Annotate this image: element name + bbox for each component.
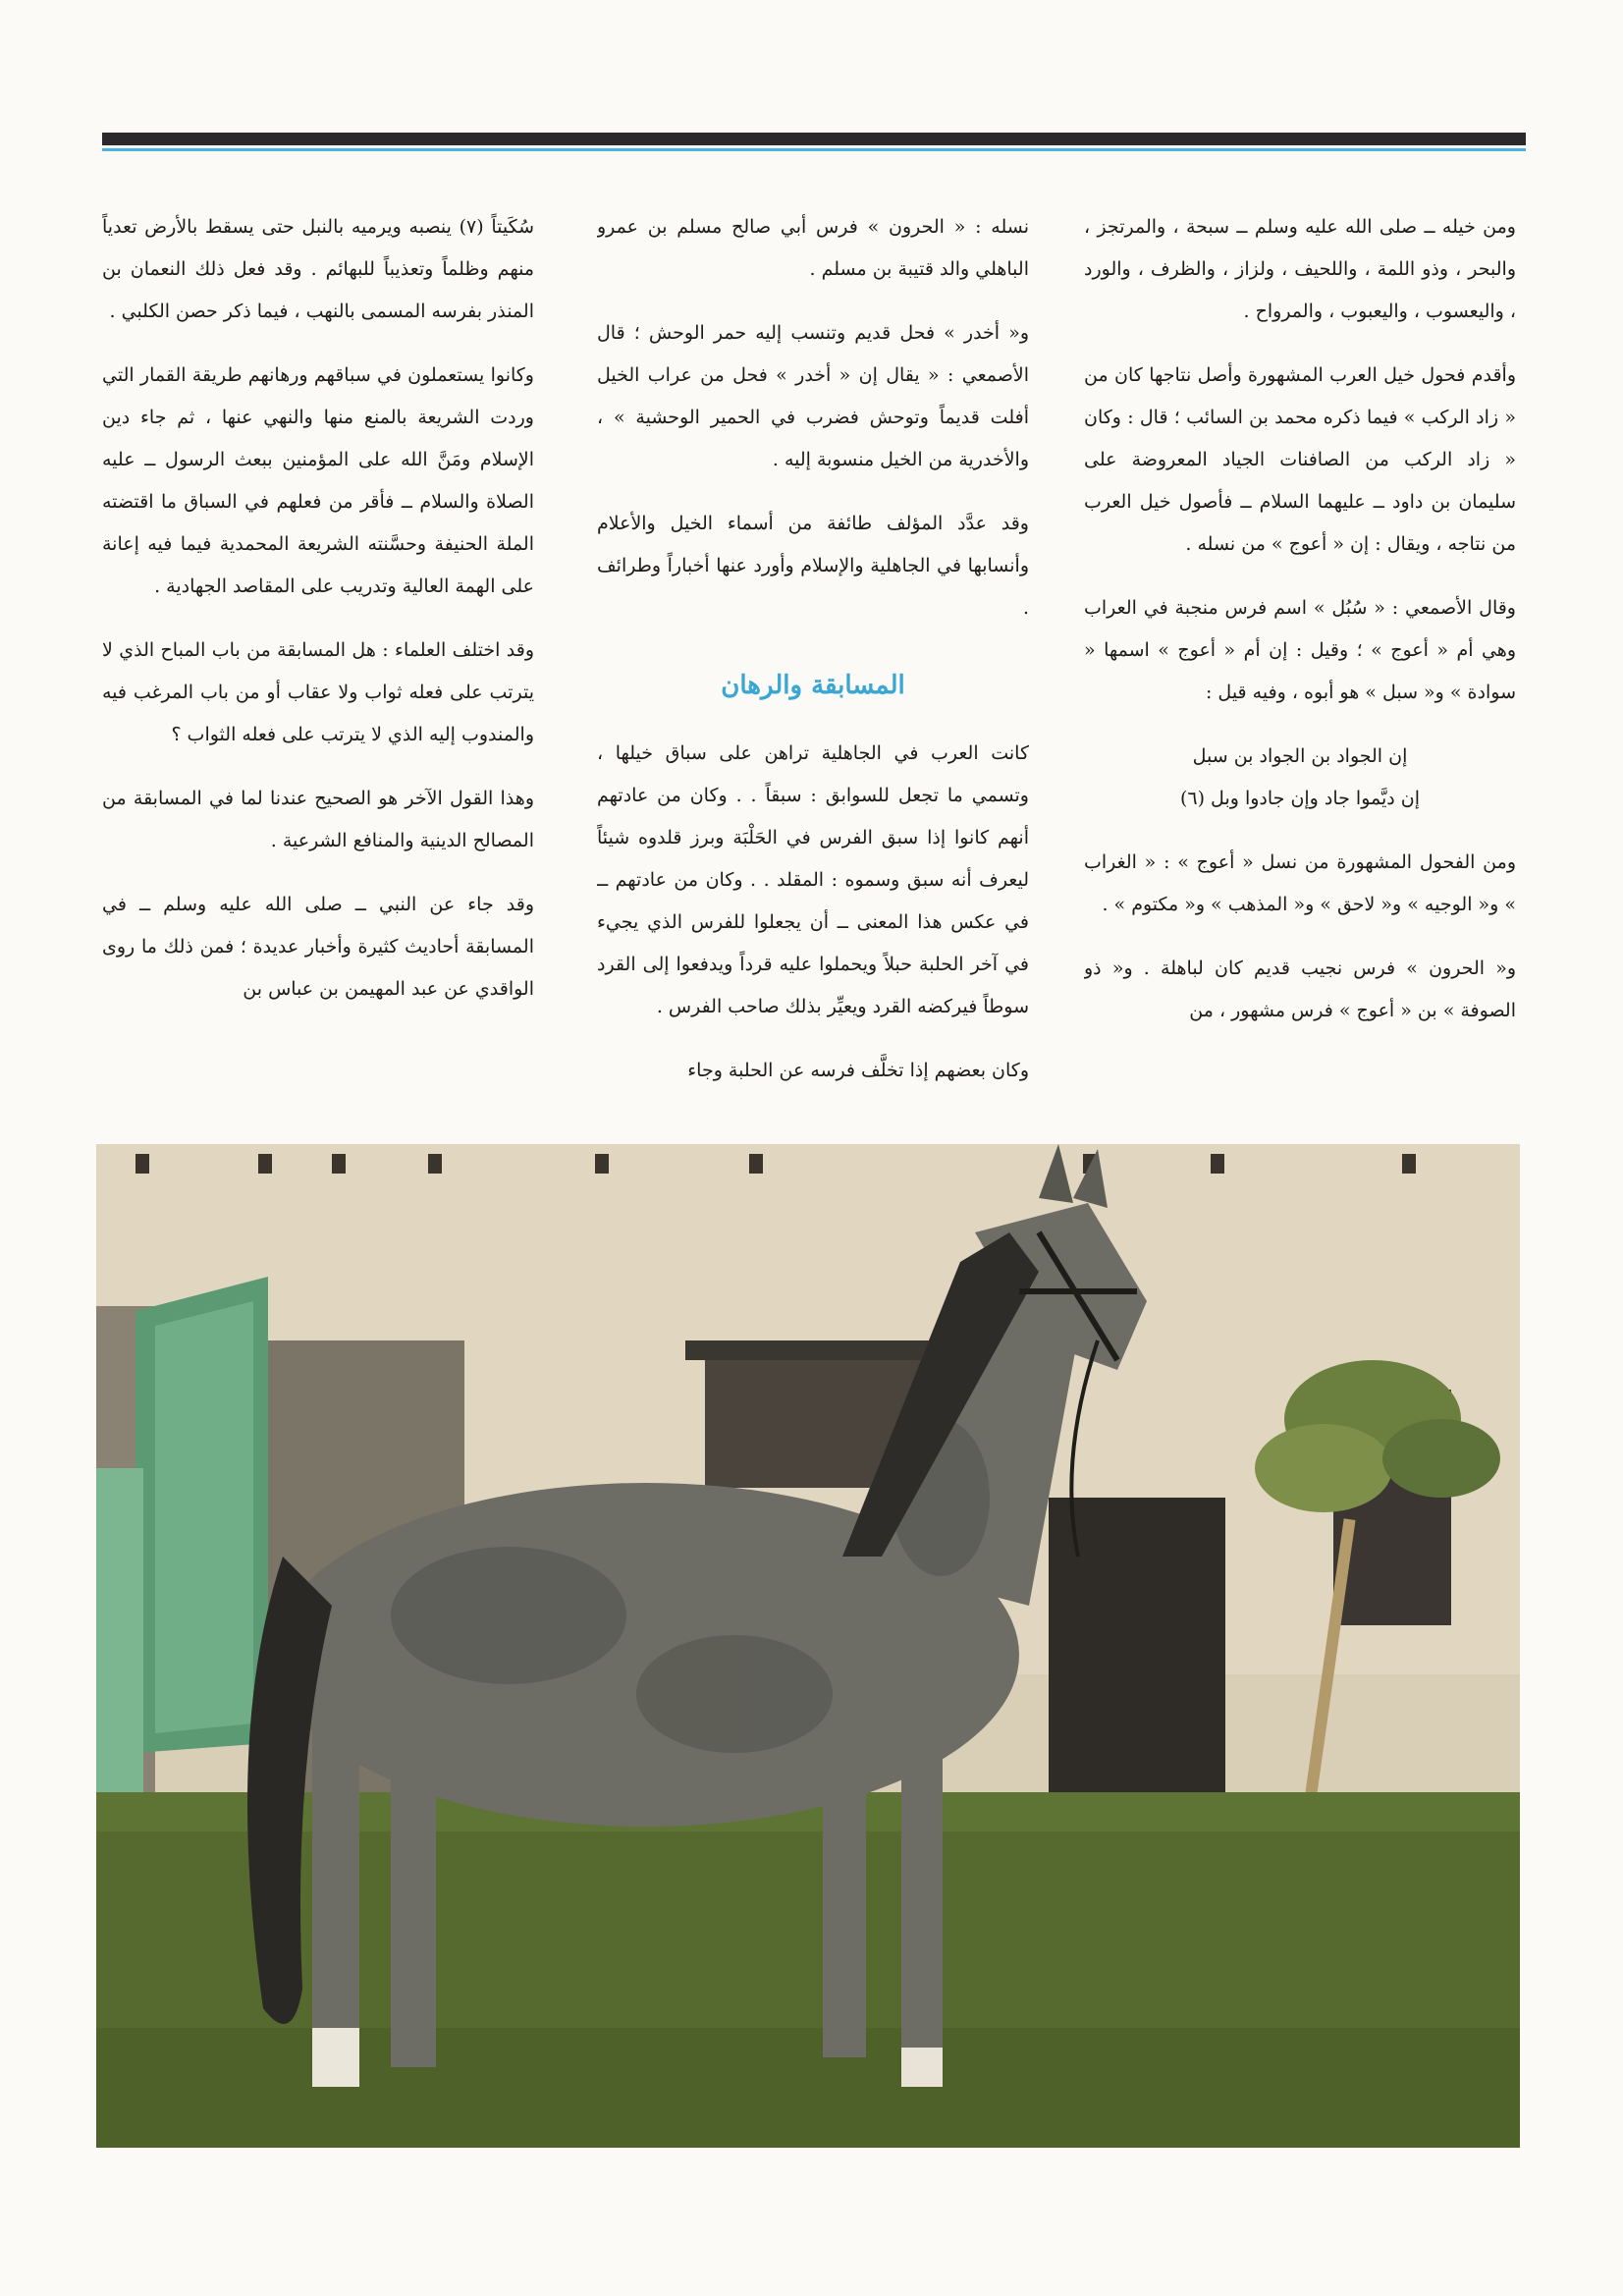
horse-photo-illustration (96, 1144, 1520, 2148)
header-rule-thick (102, 133, 1526, 145)
paragraph: ومن خيله ــ صلى الله عليه وسلم ــ سبحة ، والمرتجز ، والبحر ، وذو اللمة ، واللحيف ، ولزاز ، والظرف ، والورد ، واليعسوب ، واليعبوب ، والمرواح . (1084, 216, 1516, 322)
paragraph: وأقدم فحول خيل العرب المشهورة وأصل نتاجها كان من « زاد الركب » فيما ذكره محمد بن السائب ؛ قال : وكان « زاد الركب من الصافنات الجياد المعروضة على سليمان بن داود ــ عليهما السلام ــ فأصول خيل العرب من نتاجه ، ويقال : إن « أعوج » من نسله . (1084, 364, 1516, 555)
header-rule-thin (102, 148, 1526, 151)
text-column-left (102, 206, 534, 1090)
paragraph: كانت العرب في الجاهلية تراهن على سباق خيلها ، وتسمي ما تجعل للسوابق : سبقاً . . وكان من عادتهم أنهم كانوا إذا سبق الفرس في الحَلْبَة وبرز قلدوه شيئاً ليعرف أنه سبق وسموه : المقلد . . وكان من عادتهم ــ في عكس هذا المعنى ــ أن يجعلوا للفرس الذي يجيء في آخر الحلبة حبلاً ويحملوا عليه قرداً ويدفعوا إلى القرد سوطاً فيركضه القرد ويعيِّر بذلك صاحب الفرس . (597, 742, 1029, 1017)
paragraph: نسله : « الحرون » فرس أبي صالح مسلم بن عمرو الباهلي والد قتيبة بن مسلم . (597, 216, 1029, 280)
paragraph: وقد جاء عن النبي ــ صلى الله عليه وسلم ــ في المسابقة أحاديث كثيرة وأخبار عديدة ؛ فمن ذلك ما روى الواقدي عن عبد المهيمن بن عباس بن (102, 894, 534, 1000)
poem-verse (1084, 736, 1516, 820)
paragraph: ومن الفحول المشهورة من نسل « أعوج » : « الغراب » و« الوجيه » و« لاحق » و« المذهب » و« مكتوم » . (1084, 851, 1516, 915)
paragraph: وقد اختلف العلماء : هل المسابقة من باب المباح الذي لا يترتب على فعله ثواب ولا عقاب أو من باب المرغب فيه والمندوب إليه الذي لا يترتب على فعله الثواب ؟ (102, 639, 534, 745)
paragraph: و« الحرون » فرس نجيب قديم كان لباهلة . و« ذو الصوفة » بن « أعوج » فرس مشهور ، من (1084, 957, 1516, 1021)
section-heading: المسابقة والرهان (721, 671, 905, 700)
paragraph: وقال الأصمعي : « سُبُل » اسم فرس منجبة في العراب وهي أم « أعوج » ؛ وقيل : إن أم « أعوج » اسمها « سوادة » و« سبل » هو أبوه ، وفيه قيل : (1084, 597, 1516, 703)
horse-photo (96, 1144, 1520, 2148)
paragraph: سُكَيتاً (٧) ينصبه ويرميه بالنبل حتى يسقط بالأرض تعدياً منهم وظلماً وتعذيباً للبهائم . وقد فعل ذلك النعمان بن المنذر بفرسه المسمى بالنهب ، فيما ذكر حصن الكلبي . (102, 216, 534, 322)
verse-line: إن ديَّموا جاد وإن جادوا وبل (٦) (1179, 788, 1421, 809)
verse-line: إن الجواد بن الجواد بن سبل (1192, 745, 1408, 767)
text-column-right (1084, 206, 1516, 1090)
paragraph: و« أخدر » فحل قديم وتنسب إليه حمر الوحش ؛ قال الأصمعي : « يقال إن « أخدر » فحل من عراب الخيل أفلت قديماً وتوحش فضرب في الحمير الوحشية » ، والأخدرية من الخيل منسوبة إليه . (597, 322, 1029, 470)
paragraph: وهذا القول الآخر هو الصحيح عندنا لما في المسابقة من المصالح الدينية والمنافع الشرعية . (102, 788, 534, 851)
text-column-middle (597, 206, 1029, 1090)
paragraph: وكانوا يستعملون في سباقهم ورهانهم طريقة القمار التي وردت الشريعة بالمنع منها والنهي عنها ، ثم جاء دين الإسلام ومَنَّ الله على المؤمنين ببعث الرسول ــ عليه الصلاة والسلام ــ فأقر من فعلهم في السباق ما اقتضته الملة الحنيفة وحسَّنته الشريعة المحمدية فيما فيه إعانة على الهمة العالية وتدريب على المقاصد الجهادية . (102, 364, 534, 597)
paragraph: وقد عدَّد المؤلف طائفة من أسماء الخيل والأعلام وأنسابها في الجاهلية والإسلام وأورد عنها أخباراً وطرائف . (597, 513, 1029, 619)
paragraph: وكان بعضهم إذا تخلَّف فرسه عن الحلبة وجاء (687, 1060, 1029, 1081)
